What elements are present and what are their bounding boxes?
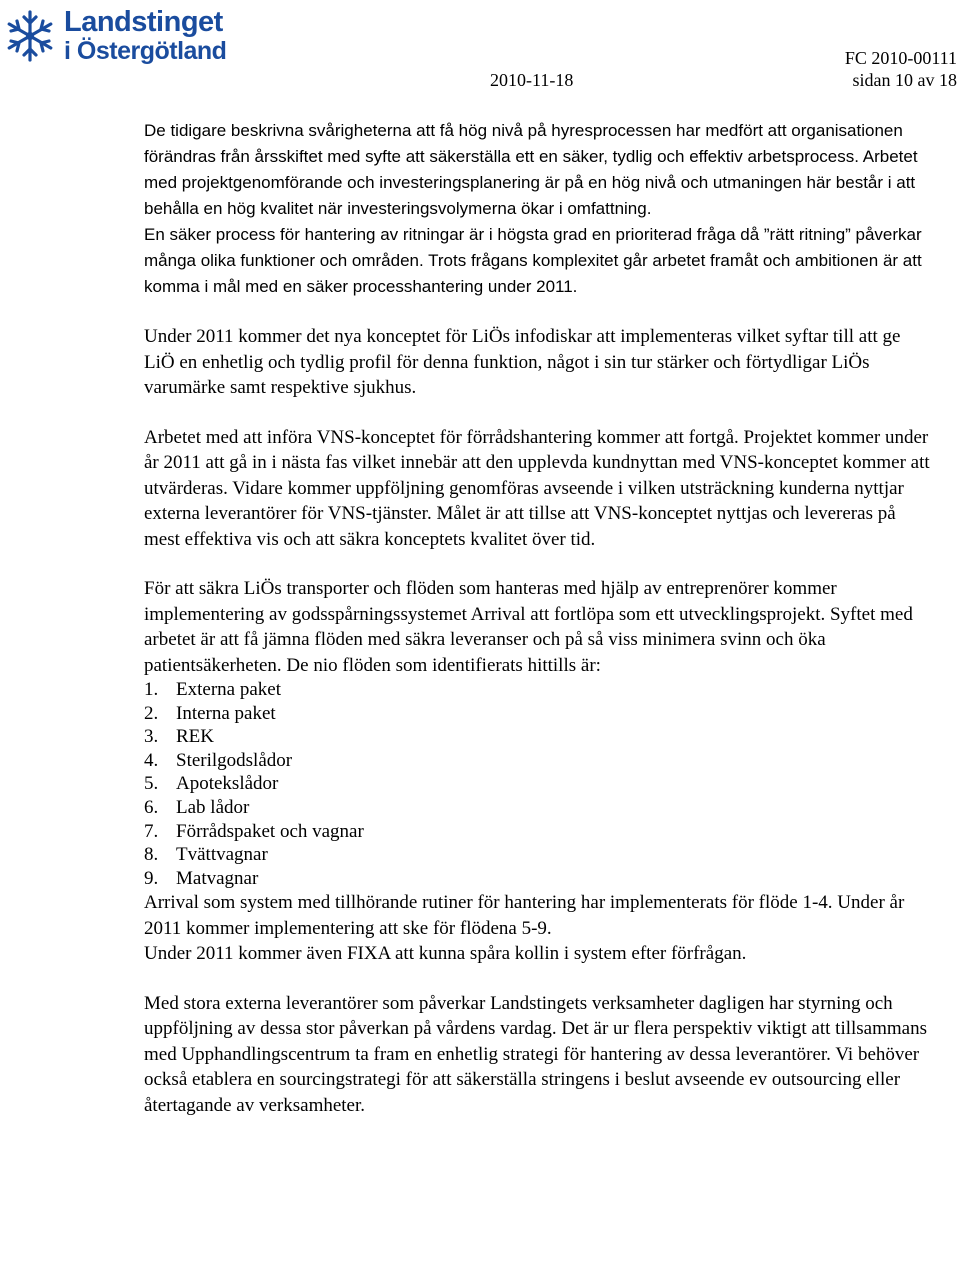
document-id: FC 2010-00111 [844, 48, 957, 68]
paragraph-transport: För att säkra LiÖs transporter och flöden som hanteras med hjälp av entreprenörer kommer implementering av godsspårningssystemet Arrival att fortlöpa som ett utvecklingsprojekt. Syftet med arbetet är att få jämna flöden med säkra leveranser och på så viss minimera svinn och öka patientsäkerheten. De nio flöden som identifierats hittills är: [144, 578, 913, 676]
list-item: 7. Förrådspaket och vagnar [144, 820, 364, 842]
logo-subtitle: i Östergötland [64, 37, 227, 65]
paragraph-rent-process: De tidigare beskrivna svårigheterna att få hög nivå på hyresprocessen har medfört att organisationen förändras från årsskiftet med syfte att säkerställa ett en säker, tydlig och effektiv arbetsprocess. Arbetet med projektgenomförande och investeringsplanering är på en hög nivå och utmaningen här består i att behålla en hög kvalitet när investeringsvolymerna ökar i omfattning. [144, 121, 918, 218]
list-item: 8. Tvättvagnar [144, 844, 268, 866]
landstinget-logo [2, 6, 252, 66]
paragraph-fixa: Under 2011 kommer även FIXA att kunna spåra kollin i system efter förfrågan. [144, 943, 747, 965]
page-header [0, 0, 960, 100]
paragraph-vns: Arbetet med att införa VNS-konceptet för förrådshantering kommer att fortgå. Projektet kommer under år 2011 att gå in i nästa fas vilket innebär att den upplevda kundnyttan med VNS-konceptet kommer att utvärderas. Vidare kommer uppföljning genomföras avseende i vilken utsträckning kunderna nyttjar externa leverantörer för VNS-tjänster. Målet är att tillse att VNS-konceptet nyttjas och levereras på mest effektiva vis och att säkra konceptets kvalitet över tid. [144, 426, 930, 550]
list-item: 1. Externa paket [144, 679, 281, 700]
paragraph-arrival: Arrival som system med tillhörande rutiner för hantering har implementerats för flöde 1-4. Under år 2011 kommer implementering att ske för flödena 5-9. [144, 892, 905, 939]
flow-list [144, 678, 934, 890]
list-item: 2. Interna paket [144, 702, 276, 724]
page-number: sidan 10 av 18 [852, 70, 957, 90]
paragraph-suppliers: Med stora externa leverantörer som påverkar Landstingets verksamheter dagligen har styrning och uppföljning av dessa stor påverkan på vårdens vardag. Det är ur flera perspektiv viktigt att tillsammans med Upphandlingscentrum ta fram en enhetlig strategi för hantering av dessa leverantörer. Vi behöver också etablera en sourcingstrategi för att säkerställa stringens i beslut avseende ev outsourcing eller återtagande av verksamheter. [144, 992, 927, 1116]
document-date: 2010-11-18 [490, 70, 574, 90]
document-body [144, 118, 934, 1118]
list-item: 4. Sterilgodslådor [144, 749, 293, 771]
list-item: 9. Matvagnar [144, 867, 259, 889]
list-item: 6. Lab lådor [144, 796, 250, 818]
list-item: 3. REK [144, 726, 214, 748]
snowflake-logo-icon [2, 8, 58, 64]
logo-title: Landstinget [64, 6, 223, 38]
paragraph-drawings: En säker process för hantering av ritningar är i högsta grad en prioriterad fråga då ”rätt ritning” påverkar många olika funktioner och områden. Trots frågans komplexitet går arbetet framåt och ambitionen är att komma i mål med en säker processhantering under 2011. [144, 225, 922, 296]
list-item: 5. Apotekslådor [144, 773, 279, 795]
paragraph-infodesk: Under 2011 kommer det nya konceptet för LiÖs infodiskar att implementeras vilket syftar till att ge LiÖ en enhetlig och tydlig profil för denna funktion, något i sin tur stärker och förtydligar LiÖs varumärke samt respektive sjukhus. [144, 326, 901, 398]
